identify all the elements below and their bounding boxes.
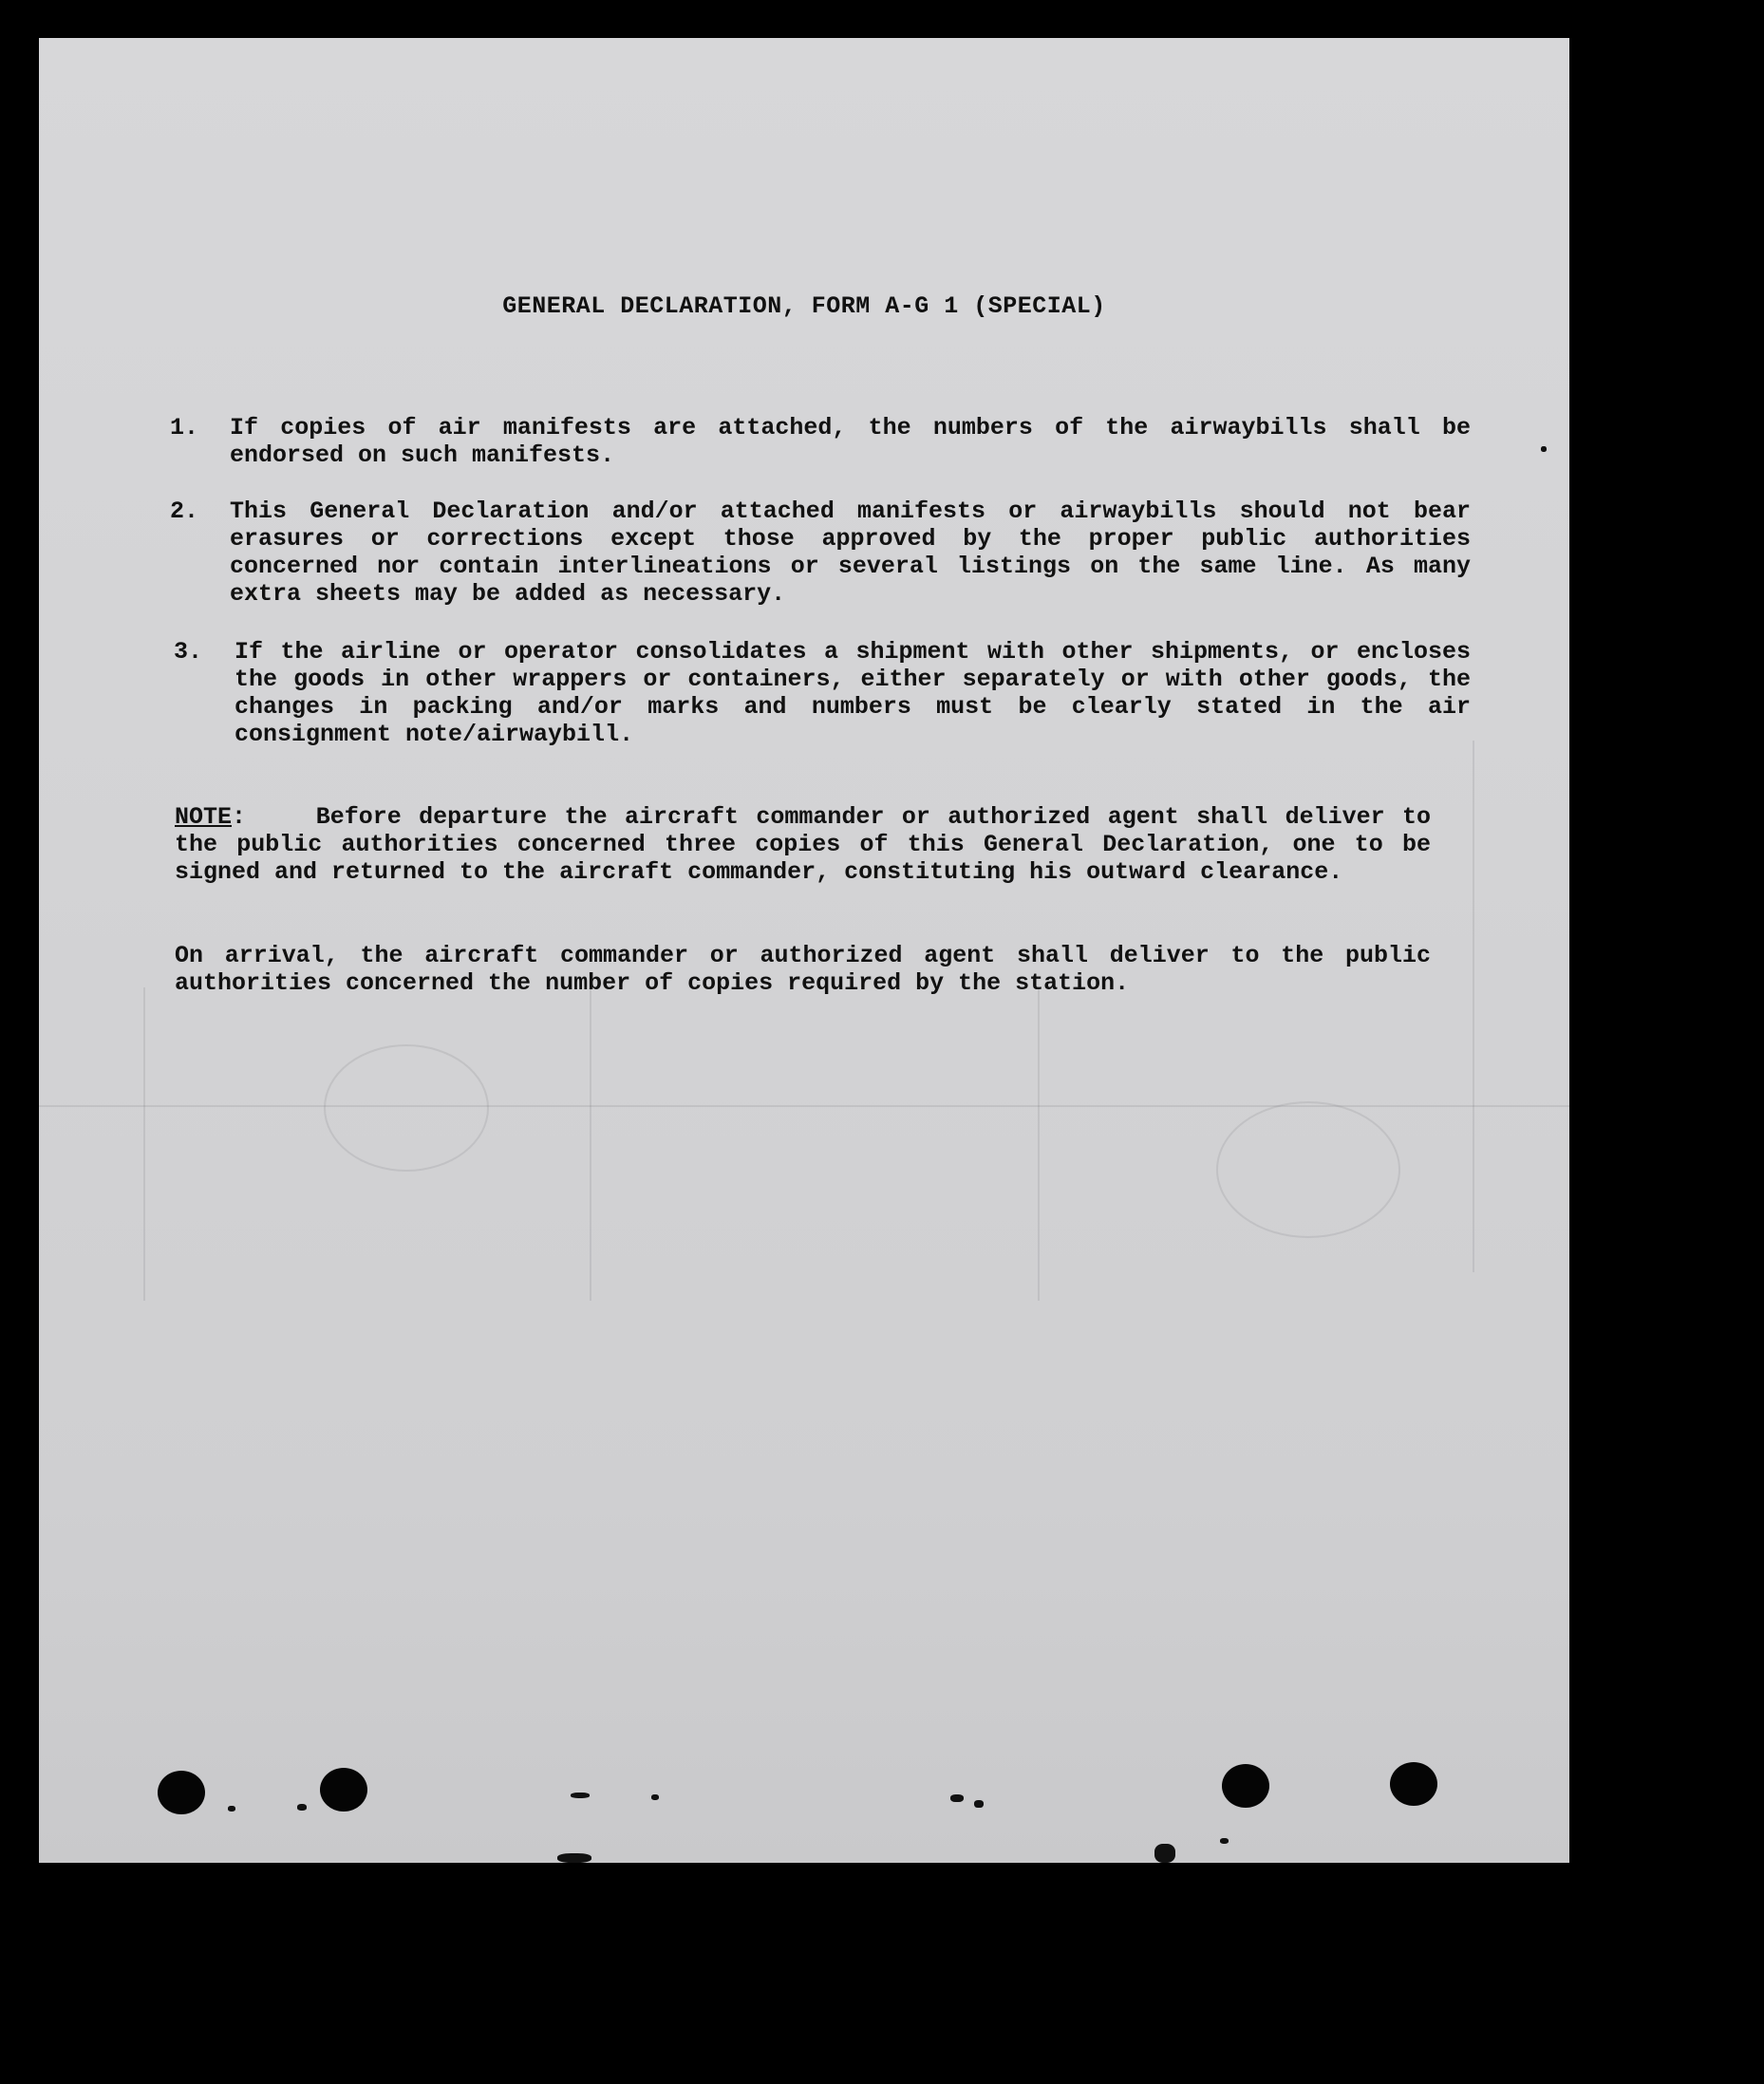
ink-speck (228, 1806, 235, 1812)
list-item-text: If the airline or operator consolidates a shipment with other shipments, or encloses the goods in other wrappers or containers, either separately or with other goods, the changes in packing and/or marks and numbers must be clearly stated in the air consignment note/airwaybill. (235, 638, 1471, 748)
list-item-text: If copies of air manifests are attached, the numbers of the airwaybills shall be endorsed on such manifests. (230, 414, 1471, 469)
punch-hole (1222, 1764, 1269, 1808)
document-page (39, 38, 1569, 1863)
punch-hole (1390, 1762, 1437, 1806)
ink-speck (1541, 446, 1547, 452)
bleed-through-line (590, 987, 591, 1301)
list-item-number: 1. (170, 414, 199, 441)
list-item-text: This General Declaration and/or attached manifests or airwaybills should not bear erasures or corrections except those approved by the proper public authorities concerned nor contain interlineations or several listings on the same line. As many extra sheets may be added as necessary. (230, 498, 1471, 608)
ink-speck (651, 1794, 659, 1800)
ink-speck (1220, 1838, 1229, 1844)
bleed-through-stamp (324, 1044, 489, 1172)
note-text: Before departure the aircraft commander or authorized agent shall deliver to the public authorities concerned three copies of this General Declaration, one to be signed and returned to the aircraft commander, constituting his outward clearance. (175, 803, 1432, 886)
ink-speck (297, 1804, 307, 1811)
list-item (170, 498, 1471, 611)
bleed-through-line (1038, 987, 1040, 1301)
bleed-through-stamp (1216, 1101, 1400, 1238)
list-item (170, 638, 1471, 752)
list-item (170, 414, 1471, 471)
punch-hole (158, 1771, 205, 1814)
page-title: GENERAL DECLARATION, FORM A-G 1 (SPECIAL) (502, 292, 1106, 320)
ink-speck (1154, 1844, 1175, 1863)
ink-speck (571, 1793, 590, 1798)
list-item-number: 2. (170, 498, 199, 525)
note-colon: : (232, 803, 247, 831)
list-item-number: 3. (174, 638, 203, 666)
bleed-through-line (1473, 741, 1474, 1272)
ink-speck (950, 1794, 964, 1802)
note-label: NOTE (175, 803, 233, 831)
ink-speck (557, 1853, 591, 1863)
punch-hole (320, 1768, 367, 1812)
note-paragraph (175, 803, 1431, 886)
bleed-through-line (143, 987, 145, 1301)
arrival-paragraph: On arrival, the aircraft commander or authorized agent shall deliver to the public authorities concerned the number of copies required by the station. (175, 942, 1431, 997)
ink-speck (974, 1800, 984, 1808)
